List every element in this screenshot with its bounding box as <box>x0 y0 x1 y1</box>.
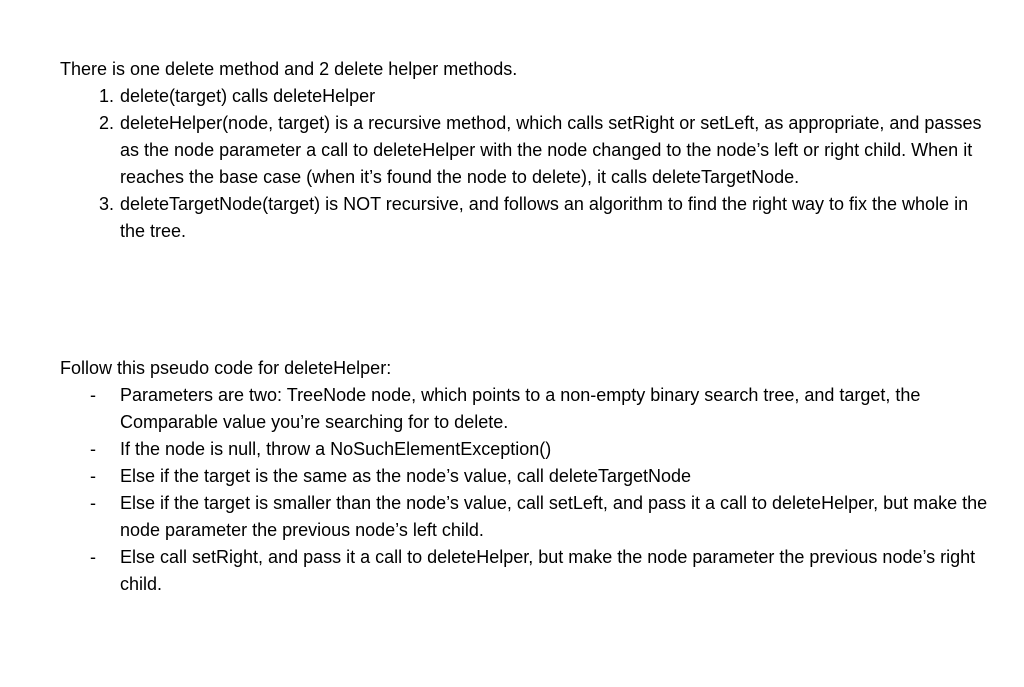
section-intro: There is one delete method and 2 delete helper methods. <box>60 59 518 79</box>
list-item <box>60 83 990 110</box>
list-item <box>60 191 990 245</box>
bullet-list <box>60 382 990 598</box>
pseudo-code-section <box>60 355 990 598</box>
list-item <box>60 110 990 191</box>
bullet-dash: - <box>90 547 96 567</box>
list-item-text: If the node is null, throw a NoSuchElementException() <box>120 439 552 459</box>
list-item-text: deleteHelper(node, target) is a recursive method, which calls setRight or setLeft, as appropriate, and passes as the node parameter a call to deleteHelper with the node changed to the node’s left or right child. When it reaches the base case (when it’s found the node to delete), it calls deleteTargetNode. <box>120 113 982 187</box>
list-item <box>60 436 990 463</box>
list-item-text: delete(target) calls deleteHelper <box>120 86 376 106</box>
list-item <box>60 544 990 598</box>
list-number: 3. <box>98 194 114 214</box>
list-item-text: Parameters are two: TreeNode node, which points to a non-empty binary search tree, and target, the Comparable value you’re searching for to delete. <box>120 385 921 432</box>
bullet-dash: - <box>90 466 96 486</box>
list-number: 1. <box>98 86 114 106</box>
bullet-dash: - <box>90 493 96 513</box>
list-item-text: Else if the target is the same as the node’s value, call deleteTargetNode <box>120 466 692 486</box>
list-item <box>60 382 990 436</box>
bullet-dash: - <box>90 439 96 459</box>
list-item <box>60 490 990 544</box>
bullet-dash: - <box>90 385 96 405</box>
delete-methods-section <box>60 56 990 245</box>
numbered-list <box>60 83 990 245</box>
list-number: 2. <box>98 113 114 133</box>
list-item-text: deleteTargetNode(target) is NOT recursive, and follows an algorithm to find the right way to fix the whole in the tree. <box>120 194 969 241</box>
list-item-text: Else if the target is smaller than the node’s value, call setLeft, and pass it a call to deleteHelper, but make the node parameter the previous node’s left child. <box>120 493 988 540</box>
list-item-text: Else call setRight, and pass it a call to deleteHelper, but make the node parameter the previous node’s right child. <box>120 547 976 594</box>
list-item <box>60 463 990 490</box>
section-intro: Follow this pseudo code for deleteHelper: <box>60 358 392 378</box>
